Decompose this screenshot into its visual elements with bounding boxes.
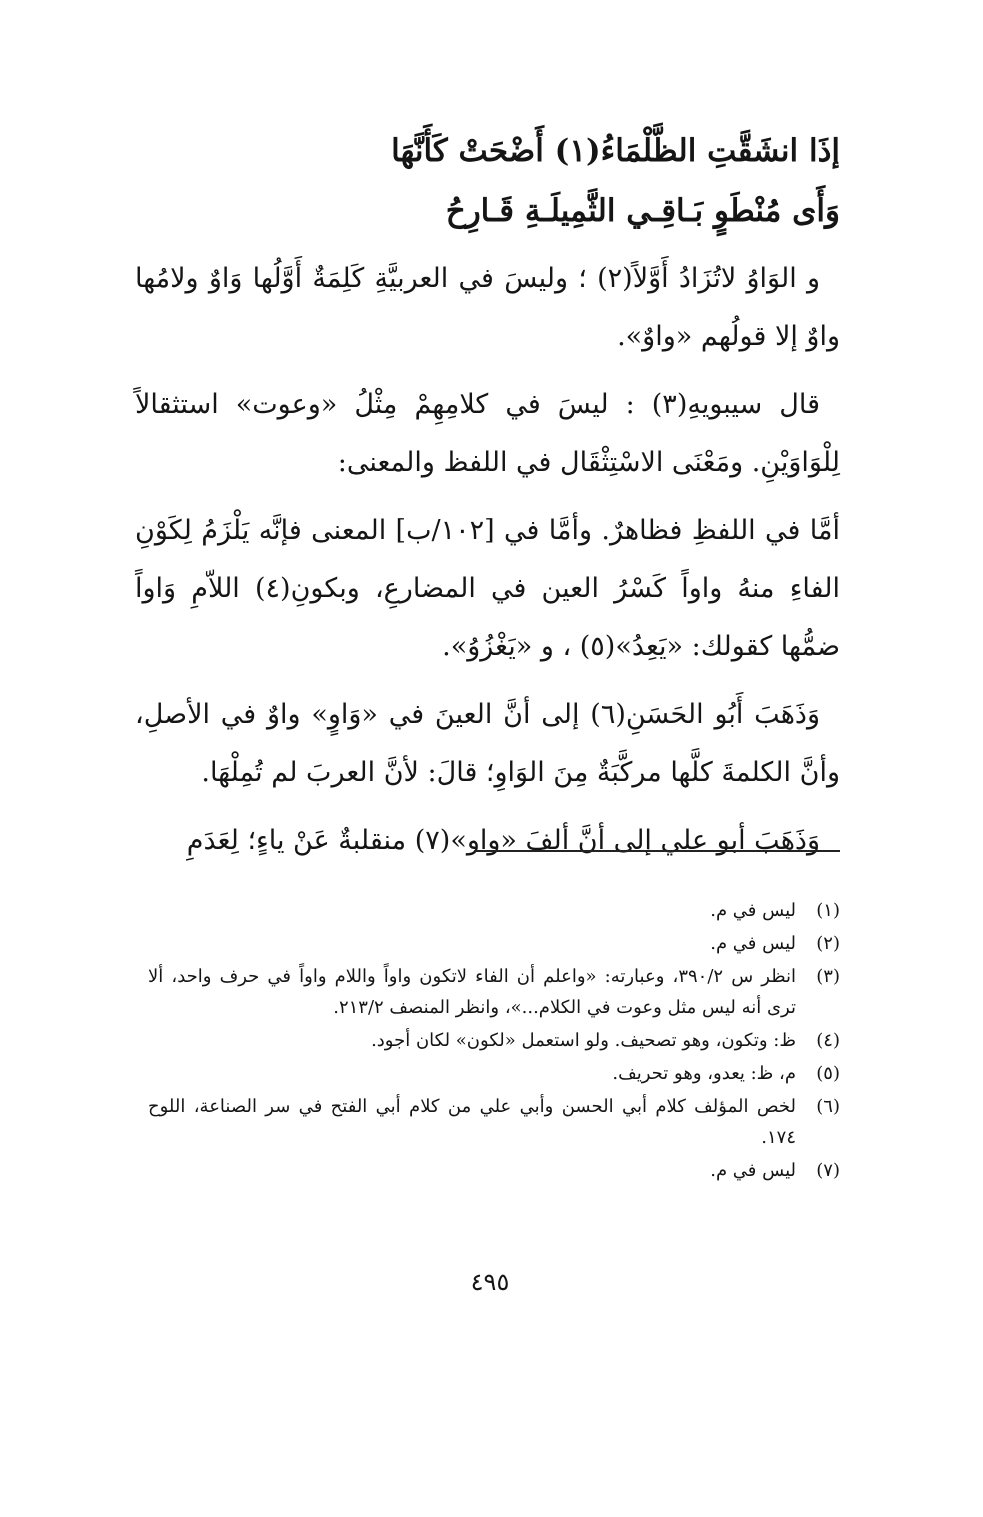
footnote-number: (٢): [816, 933, 840, 954]
paragraph-5: وَذَهَبَ أبو علي إلى أنَّ ألفَ «واو»(٧) منقلبةٌ عَنْ ياءٍ؛ لِعَدَمِ: [186, 825, 820, 856]
paragraph-2: قال سيبويهِ(٣) : ليسَ في كلامِهِمْ مِثْلُ «وعوت» استثقالاً لِلْوَاوَيْنِ. ومَعْنَى الاسْتِثْقَال في اللفظ والمعنى:: [135, 389, 840, 478]
paragraph-4: وَذَهَبَ أَبُو الحَسَنِ(٦) إلى أنَّ العينَ في «وَاوٍ» واوٌ في الأصلِ، وأنَّ الكلمةَ كلَّها مركَّبَةٌ مِنَ الوَاوِ؛ قالَ: لأنَّ العربَ لم تُمِلْهَا.: [135, 699, 840, 788]
footnote: [148, 1025, 840, 1056]
footnote-text: لخص المؤلف كلام أبي الحسن وأبي علي من كلام أبي الفتح في سر الصناعة، اللوح ١٧٤.: [148, 1096, 796, 1148]
footnote-text: ليس في م.: [710, 933, 796, 954]
footnote-separator: [474, 850, 840, 852]
main-text: [135, 122, 840, 870]
paragraph-1: و الوَاوُ لاتُزَادُ أَوَّلاً(٢) ؛ وليسَ في العربيَّةِ كَلِمَةٌ أَوَّلُها وَاوٌ ولامُها واوٌ إلا قولُهم «واوٌ».: [135, 263, 840, 352]
footnotes: [148, 895, 840, 1188]
footnote-text: ليس في م.: [710, 900, 796, 921]
footnote-text: م، ظ: يعدو، وهو تحريف.: [612, 1063, 796, 1084]
footnote: [148, 1155, 840, 1186]
footnote-number: (٥): [816, 1063, 840, 1084]
page-number: ٤٩٥: [470, 1268, 510, 1296]
paragraph-3: أمَّا في اللفظِ فظاهرٌ. وأمَّا في [١٠٢/ب] المعنى فإنَّه يَلْزَمُ لِكَوْنِ الفاءِ منهُ واواً كَسْرُ العين في المضارعِ، وبكونِ(٤) اللاّمِ وَاواً ضمُّها كقولك: «يَعِدُ»(٥) ، و «يَغْزُوُ».: [135, 515, 840, 662]
verse-line-2: وَأَى مُنْطَوٍ بَـاقِـي الثَّمِيلَـةِ قَـارِحُ: [445, 193, 840, 229]
verse-line-1: إذَا انشَقَّتِ الظَّلْمَاءُ(١) أَضْحَتْ كَأَنَّهَا: [391, 133, 840, 169]
footnote-text: ليس في م.: [710, 1160, 796, 1181]
footnote-text: ظ: وتكون، وهو تصحيف. ولو استعمل «لكون» لكان أجود.: [371, 1030, 796, 1051]
footnote: [148, 1091, 840, 1153]
footnote: [148, 895, 840, 926]
footnote-number: (٦): [816, 1096, 840, 1117]
footnote: [148, 928, 840, 959]
footnote: [148, 1058, 840, 1089]
footnote: [148, 961, 840, 1023]
footnote-number: (٤): [816, 1030, 840, 1051]
footnote-text: انظر س ٣٩٠/٢، وعبارته: «واعلم أن الفاء لاتكون واواً واللام واواً في حرف واحد، ألا ترى أنه ليس مثل وعوت في الكلام...»، وانظر المنصف ٢١٣/٢.: [148, 966, 797, 1018]
footnote-number: (٣): [816, 966, 840, 987]
footnote-number: (١): [816, 900, 840, 921]
footnote-number: (٧): [816, 1160, 840, 1181]
